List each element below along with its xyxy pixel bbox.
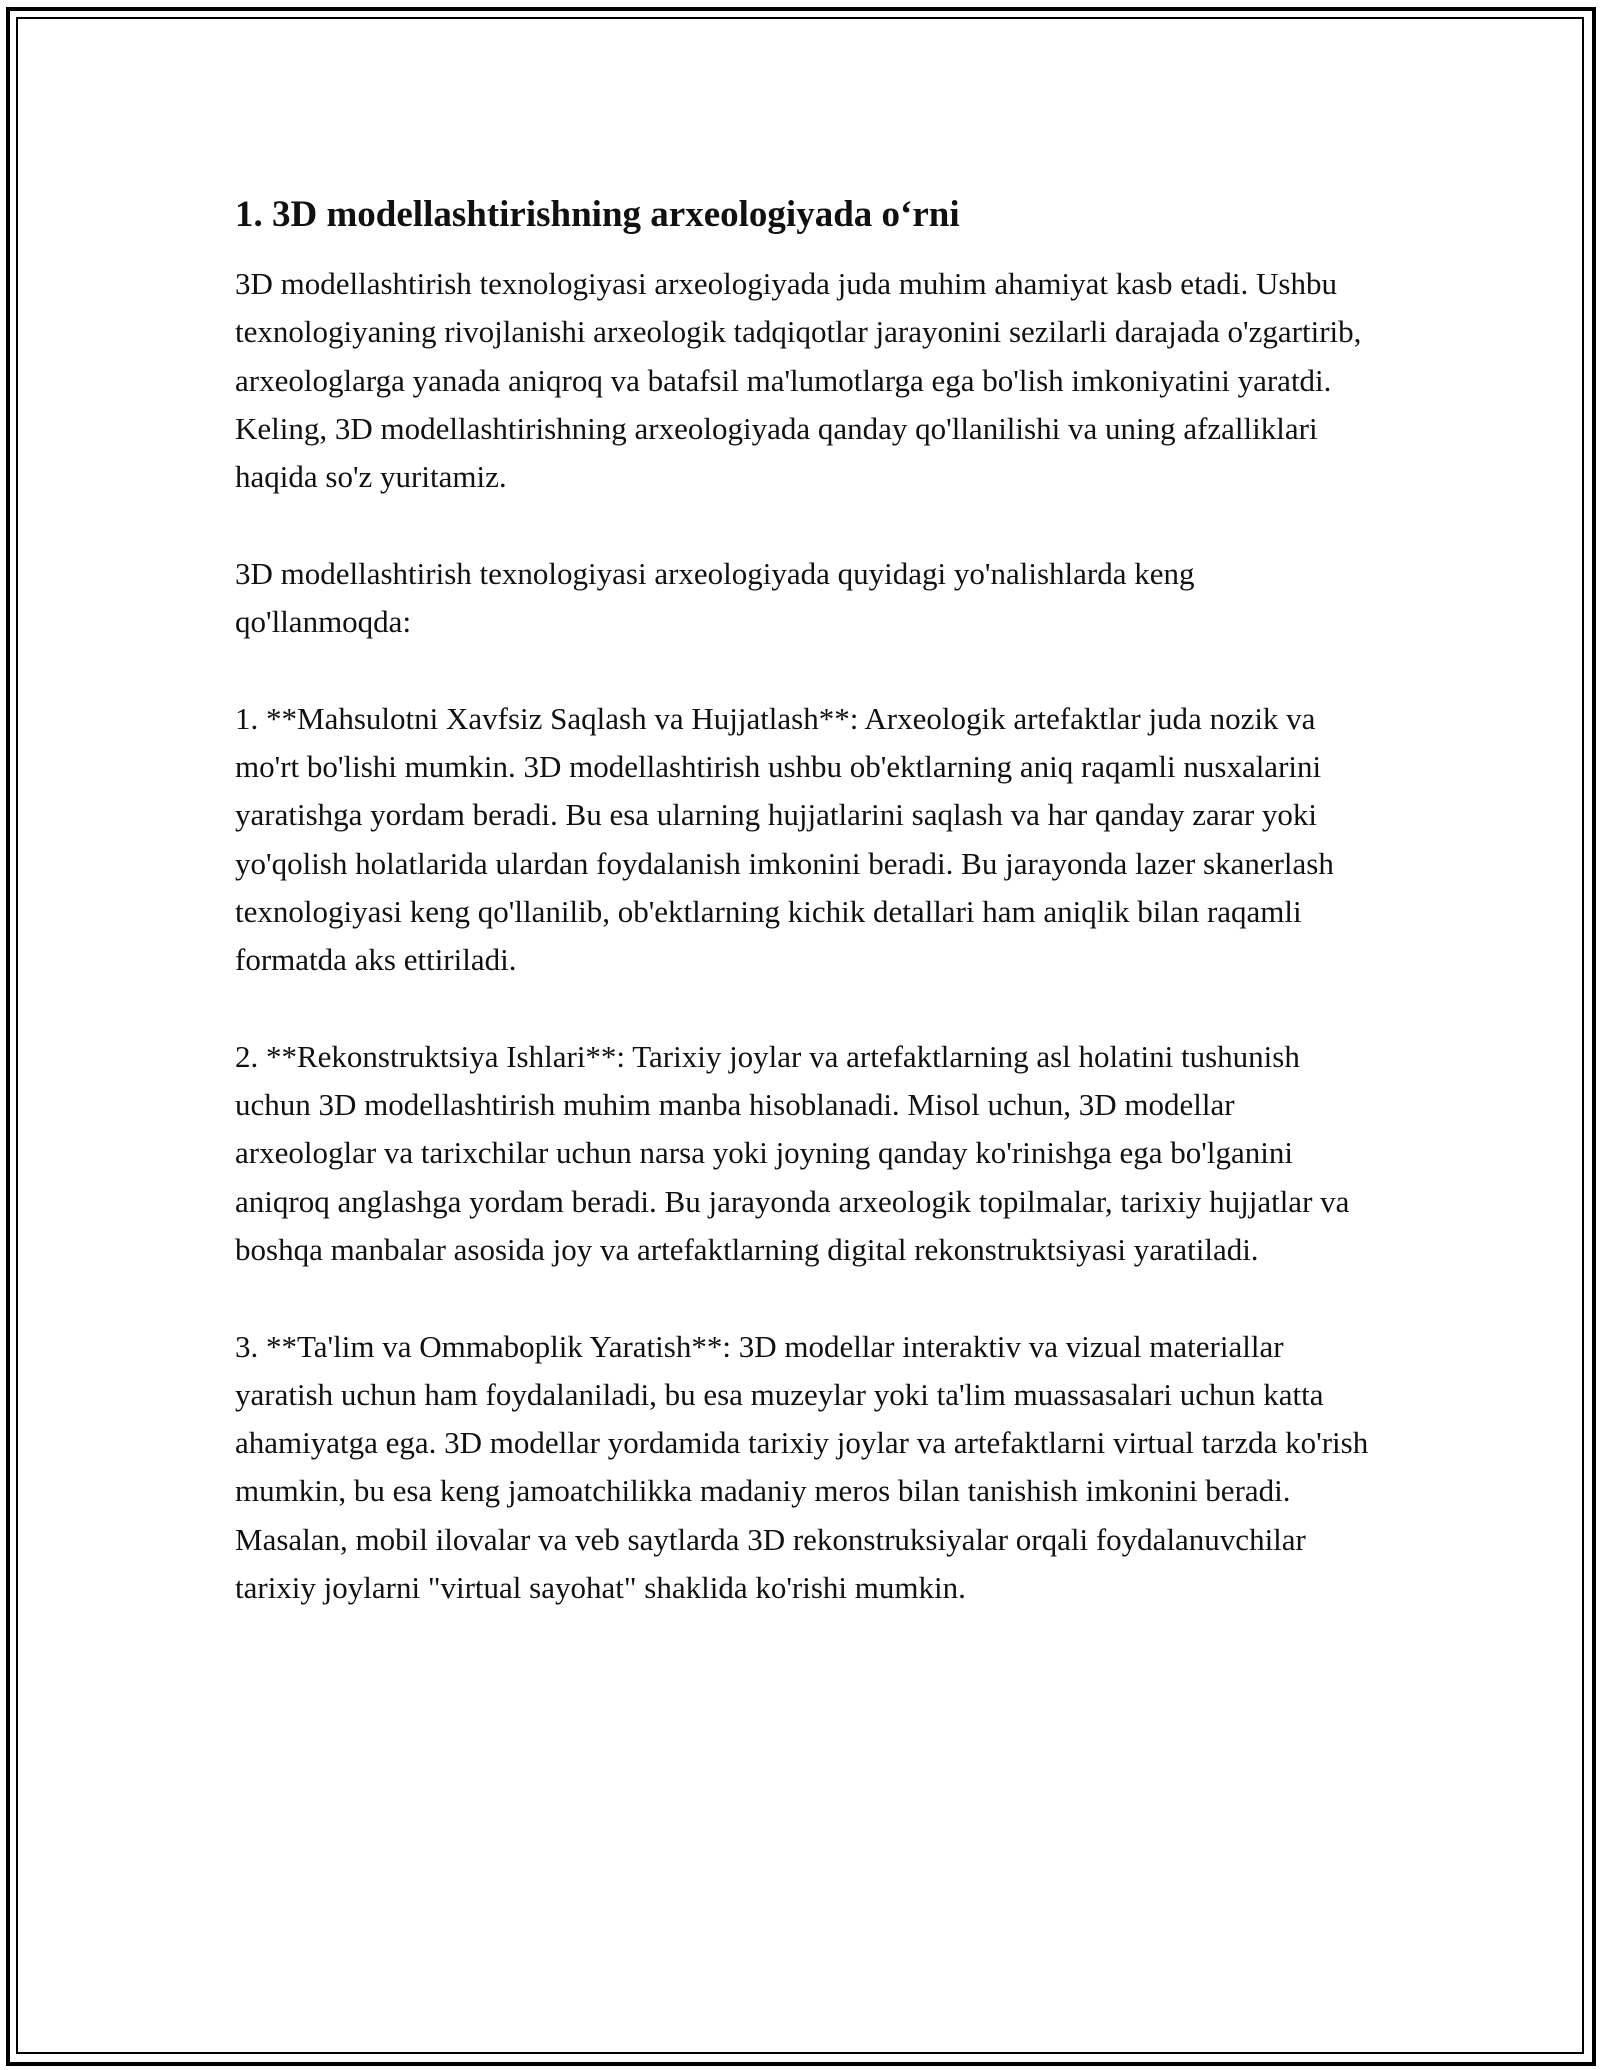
document-body [235, 188, 1375, 1661]
section-heading: 1. 3D modellashtirishning arxeologiyada o‘rni [235, 194, 960, 235]
list-item-reconstruction: 2. **Rekonstruktsiya Ishlari**: Tarixiy joylar va artefaktlarning asl holatini tushunish uchun 3D modellashtirish muhim manba hisoblanadi. Misol uchun, 3D modellar arxeologlar va tarixchilar uchun narsa yoki joyning qanday ko'rinishga ega bo'lganini aniqroq anglashga yordam beradi. Bu jarayonda arxeologik topilmalar, tarixiy hujjatlar va boshqa manbalar asosida joy va artefaktlarning digital rekonstruktsiyasi yaratiladi. [235, 1038, 1350, 1267]
list-item-education: 3. **Ta'lim va Ommaboplik Yaratish**: 3D modellar interaktiv va vizual materiallar yaratish uchun ham foydalaniladi, bu esa muzeylar yoki ta'lim muassasalari uchun katta ahamiyatga ega. 3D modellar yordamida tarixiy joylar va artefaktlarni virtual tarzda ko'rish mumkin, bu esa keng jamoatchilikka madaniy meros bilan tanishish imkonini beradi. Masalan, mobil ilovalar va veb saytlarda 3D rekonstruksiyalar orqali foydalanuvchilar tarixiy joylarni "virtual sayohat" shaklida ko'rishi mumkin. [235, 1328, 1369, 1606]
intro-paragraph: 3D modellashtirish texnologiyasi arxeologiyada juda muhim ahamiyat kasb etadi. Ushbu texnologiyaning rivojlanishi arxeologik tadqiqotlar jarayonini sezilarli darajada o'zgartirib, arxeologlarga yanada aniqroq va batafsil ma'lumotlarga ega bo'lish imkoniyatini yaratdi. Keling, 3D modellashtirishning arxeologiyada qanday qo'llanilishi va uning afzalliklari haqida so'z yuritamiz. [235, 266, 1362, 495]
list-item-preservation: 1. **Mahsulotni Xavfsiz Saqlash va Hujjatlash**: Arxeologik artefaktlar juda nozik va mo'rt bo'lishi mumkin. 3D modellashtirish ushbu ob'ektlarning aniq raqamli nusxalarini yaratishga yordam beradi. Bu esa ularning hujjatlarini saqlash va har qanday zarar yoki yo'qolish holatlarida ulardan foydalanish imkonini beradi. Bu jarayonda lazer skanerlash texnologiyasi keng qo'llanilib, ob'ektlarning kichik detallari ham aniqlik bilan raqamli formatda aks ettiriladi. [235, 700, 1334, 978]
directions-intro-paragraph: 3D modellashtirish texnologiyasi arxeologiyada quyidagi yo'nalishlarda keng qo'llanmoqda: [235, 555, 1195, 640]
